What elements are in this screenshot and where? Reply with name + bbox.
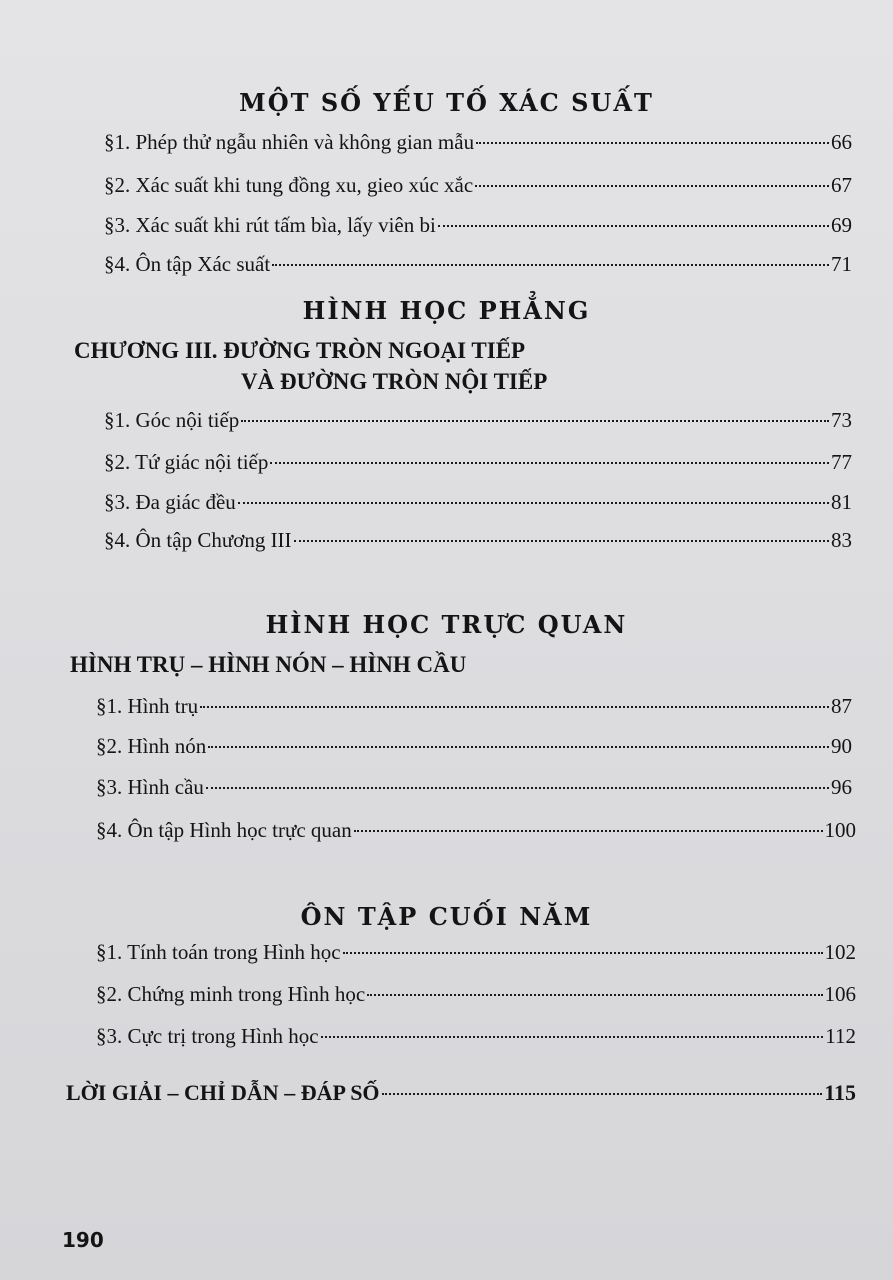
toc-entry-page: 87 xyxy=(831,694,852,718)
toc-entry[interactable] xyxy=(104,450,852,475)
toc-entry[interactable] xyxy=(96,694,852,719)
toc-entry-label: §2. Chứng minh trong Hình học xyxy=(96,982,366,1006)
dot-leader xyxy=(321,1036,824,1038)
toc-entry-label: §4. Ôn tập Chương III xyxy=(104,528,292,552)
chapter-title-line2: VÀ ĐƯỜNG TRÒN NỘI TIẾP xyxy=(241,369,548,394)
dot-leader xyxy=(475,185,829,187)
section-title-visual-geometry: HÌNH HỌC TRỰC QUAN xyxy=(265,610,628,639)
toc-entry-page: 100 xyxy=(824,818,856,842)
toc-entry-label: §2. Xác suất khi tung đồng xu, gieo xúc xắc xyxy=(104,173,474,197)
section-title-year-end-review: ÔN TẬP CUỐI NĂM xyxy=(300,902,593,931)
toc-entry-label: §4. Ôn tập Hình học trực quan xyxy=(96,818,352,842)
dot-leader xyxy=(294,540,829,542)
toc-entry-label: §3. Xác suất khi rút tấm bìa, lấy viên bi xyxy=(104,213,436,237)
toc-entry-answers[interactable] xyxy=(66,1080,856,1106)
dot-leader xyxy=(208,746,829,748)
toc-entry[interactable] xyxy=(96,734,852,759)
toc-entry-label: §1. Phép thử ngẫu nhiên và không gian mẫu xyxy=(104,130,475,154)
toc-entry-label: §1. Góc nội tiếp xyxy=(104,408,240,432)
toc-entry-label: §3. Cực trị trong Hình học xyxy=(96,1024,319,1048)
toc-entry-page: 81 xyxy=(831,490,852,514)
toc-entry[interactable] xyxy=(104,252,852,277)
toc-entry-page: 83 xyxy=(831,528,852,552)
dot-leader xyxy=(382,1093,823,1095)
toc-entry-label: §2. Tứ giác nội tiếp xyxy=(104,450,269,474)
toc-entry-page: 115 xyxy=(824,1080,856,1105)
toc-entry[interactable] xyxy=(104,213,852,238)
section-title-plane-geometry: HÌNH HỌC PHẲNG xyxy=(302,296,591,325)
toc-entry-page: 102 xyxy=(824,940,856,964)
toc-entry-page: 106 xyxy=(824,982,856,1006)
bleed-through-text xyxy=(560,352,565,375)
toc-entry[interactable] xyxy=(104,408,852,433)
dot-leader xyxy=(438,225,829,227)
dot-leader xyxy=(367,994,822,996)
toc-entry[interactable] xyxy=(96,775,852,800)
toc-entry[interactable] xyxy=(104,173,852,198)
toc-entry[interactable] xyxy=(96,818,856,843)
toc-entry-page: 66 xyxy=(831,130,852,154)
toc-entry-label: §1. Tính toán trong Hình học xyxy=(96,940,341,964)
toc-entry-label: §3. Đa giác đều xyxy=(104,490,236,514)
toc-entry[interactable] xyxy=(96,1024,856,1049)
chapter-title-line1: CHƯƠNG III. ĐƯỜNG TRÒN NGOẠI TIẾP xyxy=(74,338,526,363)
toc-entry-label: §1. Hình trụ xyxy=(96,694,199,718)
toc-entry[interactable] xyxy=(104,528,852,553)
dot-leader xyxy=(354,830,823,832)
page-number: 190 xyxy=(62,1228,104,1252)
dot-leader xyxy=(343,952,823,954)
toc-entry-page: 96 xyxy=(831,775,852,799)
dot-leader xyxy=(476,142,829,144)
dot-leader xyxy=(200,706,829,708)
toc-entry[interactable] xyxy=(96,940,856,965)
toc-entry-page: 112 xyxy=(825,1024,856,1048)
toc-entry-page: 69 xyxy=(831,213,852,237)
dot-leader xyxy=(270,462,829,464)
toc-entry-page: 67 xyxy=(831,173,852,197)
toc-entry-label: §2. Hình nón xyxy=(96,734,207,758)
dot-leader xyxy=(272,264,829,266)
chapter-title: HÌNH TRỤ – HÌNH NÓN – HÌNH CẦU xyxy=(70,652,467,677)
toc-entry[interactable] xyxy=(104,130,852,155)
toc-entry-page: 71 xyxy=(831,252,852,276)
dot-leader xyxy=(238,502,829,504)
section-title-probability: MỘT SỐ YẾU TỐ XÁC SUẤT xyxy=(239,88,654,117)
toc-entry-label: §3. Hình cầu xyxy=(96,775,204,799)
toc-entry-page: 90 xyxy=(831,734,852,758)
toc-entry[interactable] xyxy=(104,490,852,515)
toc-entry-page: 73 xyxy=(831,408,852,432)
toc-entry-label: §4. Ôn tập Xác suất xyxy=(104,252,271,276)
toc-entry-page: 77 xyxy=(831,450,852,474)
toc-entry[interactable] xyxy=(96,982,856,1007)
toc-entry-label: LỜI GIẢI – CHỈ DẪN – ĐÁP SỐ xyxy=(66,1080,380,1105)
dot-leader xyxy=(241,420,829,422)
dot-leader xyxy=(206,787,829,789)
